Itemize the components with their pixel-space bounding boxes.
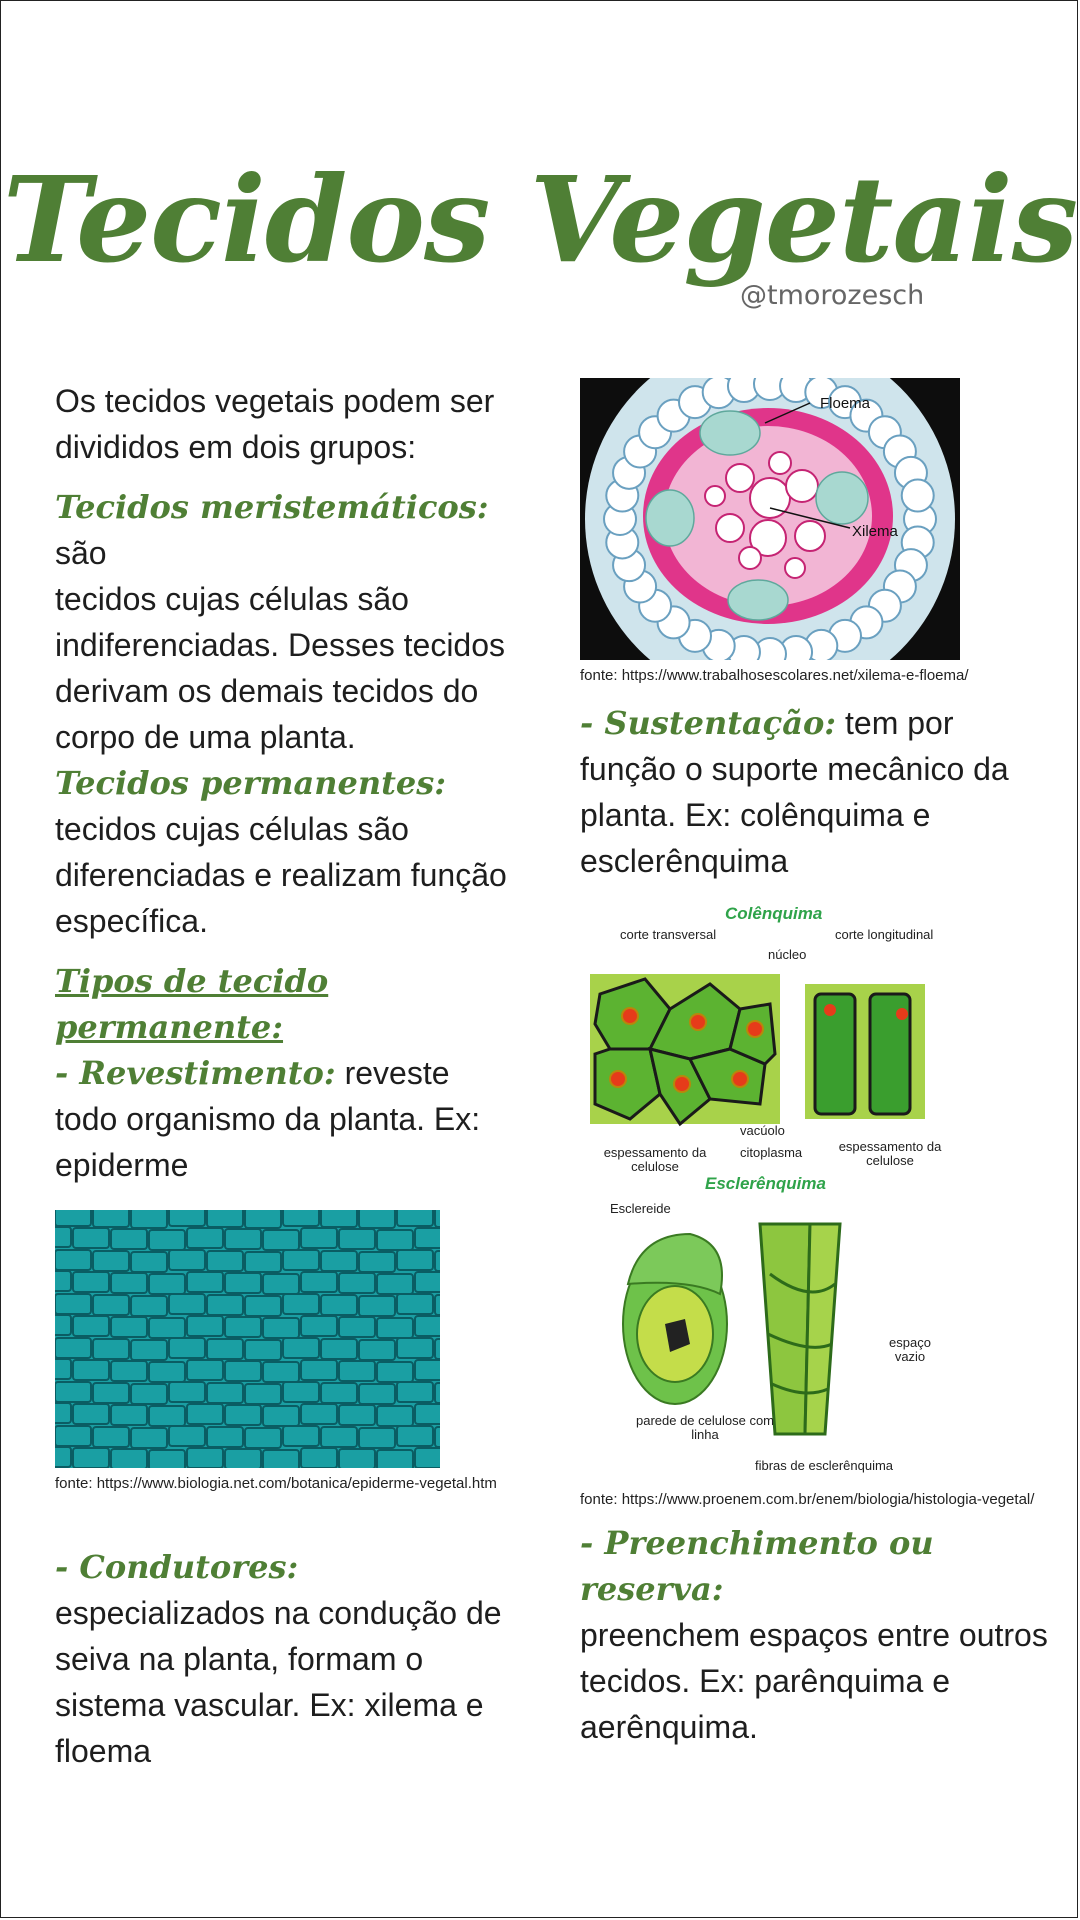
parenchyma-cell [902,480,934,512]
condutores-paragraph [55,1544,515,1774]
corte-transversal-label: corte transversal [620,927,717,942]
esclerenquima-title: Esclerênquima [705,1174,826,1193]
fibras-label: fibras de esclerênquima [755,1458,894,1473]
left-column [55,378,515,1774]
citoplasma-label: citoplasma [740,1145,803,1160]
meristematicos-text-b: tecidos cujas células são indiferenciadas. Desses tecidos derivam os demais tecidos do corpo de uma planta. [55,581,506,755]
tipos-heading-paragraph [55,958,515,1050]
parede-celulose-label: parede de celulose com linha [635,1413,775,1442]
xylem-vessel [769,452,791,474]
phloem-patch [700,411,760,455]
espaco-vazio-label: espaço vazio [889,1335,931,1364]
xylem-vessel [795,521,825,551]
meristematicos-heading: Tecidos meristemáticos: [55,488,489,526]
xylem-vessel [785,558,805,578]
epidermis-micrograph [55,1210,440,1468]
revestimento-heading: - Revestimento: [55,1054,336,1092]
phloem-patch [728,580,788,620]
nucleo-label: núcleo [768,947,807,962]
condutores-heading: - Condutores: [55,1548,299,1586]
xilema-label: Xilema [852,523,898,540]
epidermis-cells-drawing [55,1210,440,1468]
preenchimento-text: preenchem espaços entre outros tecidos. Ex: parênquima e aerênquima. [580,1617,1048,1745]
revestimento-text: reveste todo organismo da planta. Ex: epiderme [55,1055,481,1183]
sustentacao-paragraph [580,700,1050,884]
xylem-vessel [726,464,754,492]
corte-longitudinal-label: corte longitudinal [835,927,934,942]
espessamento-label-1: espessamento da celulose [603,1145,707,1174]
espessamento-label-2: espessamento da celulose [838,1139,942,1168]
condutores-text: especializados na condução de seiva na planta, formam o sistema vascular. Ex: xilema e floema [55,1595,502,1769]
author-handle: @tmorozesch [740,280,925,311]
sustentacao-text: tem por função o suporte mecânico da planta. Ex: colênquima e esclerênquima [580,705,1009,879]
tipos-heading: Tipos de tecido permanente: [55,962,329,1046]
xylem-floema-micrograph [580,378,960,660]
right-column [580,378,1050,1750]
xylem-drawing [580,378,960,660]
intro-paragraph: Os tecidos vegetais podem ser divididos em dois grupos: [55,383,495,465]
meristematicos-paragraph [55,484,515,760]
xylem-vessel [705,486,725,506]
preenchimento-heading: - Preenchimento ou reserva: [580,1524,934,1608]
revestimento-paragraph [55,1050,515,1188]
phloem-patch [646,490,694,546]
xylem-vessel [786,470,818,502]
preenchimento-paragraph [580,1520,1050,1750]
floema-label: Floema [820,395,871,412]
colenquima-title: Colênquima [725,904,823,923]
esclereide-label: Esclereide [610,1201,671,1216]
phloem-patch [816,472,868,524]
esclerenquima-drawing [610,1214,910,1444]
epidermis-source: fonte: https://www.biologia.net.com/botanica/epiderme-vegetal.htm [55,1475,497,1492]
vacuolo-label: vacúolo [740,1123,785,1138]
diagram-source: fonte: https://www.proenem.com.br/enem/biologia/histologia-vegetal/ [580,1491,1035,1508]
page-title: Tecidos Vegetais [2,150,1078,289]
permanentes-heading: Tecidos permanentes: [55,764,447,802]
xylem-vessel [739,547,761,569]
permanentes-paragraph [55,760,515,944]
permanentes-text: tecidos cujas células são diferenciadas e realizam função específica. [55,811,507,939]
colenquima-esclerenquima-diagram [580,904,960,1484]
xylem-vessel [716,514,744,542]
colenquima-drawing [590,954,950,1144]
meristematicos-text-a: são [55,535,107,571]
sustentacao-heading: - Sustentação: [580,704,837,742]
xylem-source: fonte: https://www.trabalhosescolares.net/xilema-e-floema/ [580,667,969,684]
